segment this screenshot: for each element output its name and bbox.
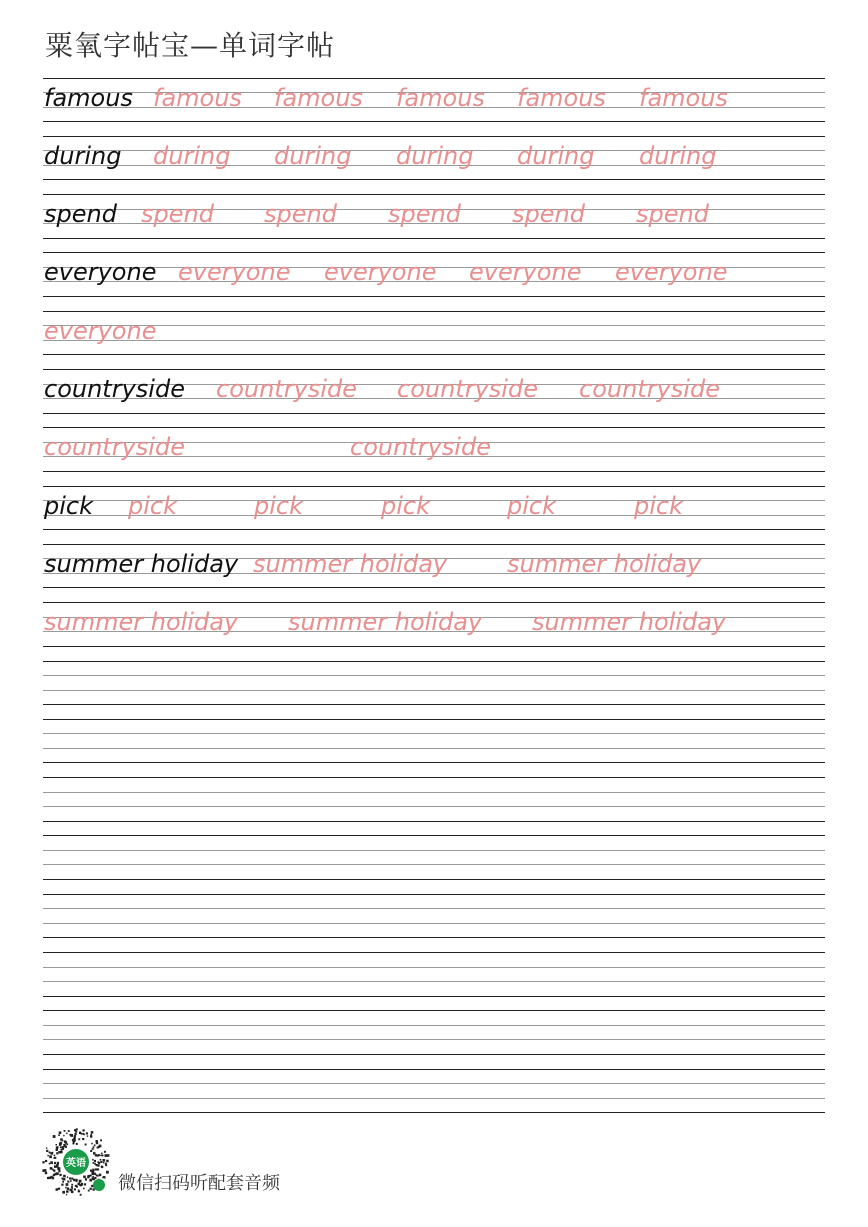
qr-module — [84, 1183, 86, 1185]
qr-module — [62, 1191, 65, 1194]
qr-module — [63, 1135, 64, 1136]
qr-module — [83, 1176, 86, 1179]
qr-module — [60, 1138, 63, 1141]
qr-module — [89, 1179, 92, 1182]
trace-word: countryside — [579, 375, 720, 403]
qr-module — [79, 1180, 82, 1183]
qr-module — [86, 1132, 88, 1134]
qr-module — [106, 1171, 109, 1174]
qr-module — [57, 1146, 59, 1148]
qr-module — [90, 1175, 92, 1177]
qr-code-icon — [41, 1127, 111, 1197]
qr-module — [75, 1185, 77, 1187]
qr-module — [67, 1177, 69, 1179]
qr-module — [74, 1135, 76, 1137]
writing-guide-line — [43, 354, 825, 355]
model-word: pick — [44, 492, 93, 520]
trace-word: summer holiday — [253, 550, 448, 578]
writing-guide-line — [43, 806, 825, 807]
qr-module — [104, 1151, 106, 1153]
trace-word: during — [153, 142, 231, 170]
qr-module — [71, 1186, 73, 1188]
qr-module — [49, 1163, 51, 1165]
writing-guide-line — [43, 762, 825, 763]
qr-module — [87, 1175, 90, 1178]
qr-module — [75, 1133, 77, 1135]
trace-word: countryside — [397, 375, 538, 403]
qr-module — [74, 1129, 76, 1131]
writing-guide-line — [43, 923, 825, 924]
qr-module — [94, 1145, 96, 1147]
qr-module — [47, 1155, 49, 1157]
writing-guide-line — [43, 311, 825, 312]
trace-word: spend — [388, 200, 461, 228]
qr-module — [101, 1153, 103, 1155]
qr-corner-dot — [93, 1179, 105, 1191]
qr-module — [49, 1177, 52, 1180]
qr-module — [105, 1164, 107, 1166]
qr-module — [101, 1166, 103, 1168]
qr-module — [99, 1145, 101, 1147]
trace-word: spend — [636, 200, 709, 228]
qr-module — [70, 1180, 72, 1182]
writing-guide-line — [43, 1083, 825, 1084]
qr-module — [95, 1177, 97, 1179]
qr-module — [60, 1146, 62, 1148]
qr-module — [54, 1162, 56, 1164]
qr-module — [92, 1173, 95, 1176]
qr-module — [54, 1157, 56, 1159]
trace-word: during — [639, 142, 717, 170]
trace-word: everyone — [324, 258, 437, 286]
writing-guide-line — [43, 340, 825, 341]
writing-guide-line — [43, 427, 825, 428]
writing-guide-line — [43, 1010, 825, 1011]
writing-guide-line — [43, 1039, 825, 1040]
qr-module — [54, 1165, 57, 1168]
qr-module — [98, 1164, 100, 1166]
qr-module — [53, 1135, 55, 1137]
qr-module — [82, 1138, 84, 1140]
trace-word: famous — [639, 84, 728, 112]
trace-word: spend — [264, 200, 337, 228]
writing-guide-line — [43, 967, 825, 968]
qr-module — [79, 1132, 81, 1134]
qr-module — [58, 1170, 60, 1172]
qr-module — [56, 1144, 58, 1146]
trace-word: summer holiday — [44, 608, 239, 636]
writing-guide-line — [43, 661, 825, 662]
qr-module — [91, 1143, 93, 1145]
writing-guide-line — [43, 238, 825, 239]
qr-module — [59, 1142, 62, 1145]
trace-word: countryside — [350, 433, 491, 461]
trace-word: pick — [254, 492, 303, 520]
writing-guide-line — [43, 1069, 825, 1070]
trace-word: everyone — [178, 258, 291, 286]
qr-module — [83, 1188, 85, 1190]
model-word: famous — [44, 84, 133, 112]
writing-guide-line — [43, 296, 825, 297]
qr-module — [67, 1181, 69, 1183]
qr-module — [62, 1146, 65, 1149]
qr-module — [87, 1135, 88, 1136]
writing-guide-line — [43, 908, 825, 909]
qr-module — [50, 1167, 53, 1170]
writing-guide-line — [43, 602, 825, 603]
qr-module — [93, 1146, 95, 1148]
qr-module — [93, 1152, 96, 1155]
qr-module — [100, 1155, 101, 1156]
writing-guide-line — [43, 587, 825, 588]
writing-guide-line — [43, 996, 825, 997]
qr-module — [70, 1134, 73, 1137]
writing-guide-line — [43, 1054, 825, 1055]
qr-module — [97, 1168, 99, 1170]
trace-word: countryside — [44, 433, 185, 461]
writing-guide-line — [43, 1112, 825, 1113]
qr-module — [78, 1183, 80, 1185]
writing-guide-line — [43, 646, 825, 647]
writing-guide-line — [43, 981, 825, 982]
trace-word: spend — [512, 200, 585, 228]
qr-module — [88, 1190, 90, 1192]
qr-module — [45, 1169, 47, 1171]
trace-word: famous — [517, 84, 606, 112]
qr-module — [81, 1183, 83, 1185]
qr-module — [95, 1168, 97, 1170]
qr-module — [57, 1164, 59, 1166]
qr-module — [92, 1159, 94, 1161]
qr-module — [56, 1149, 58, 1151]
qr-module — [66, 1133, 68, 1135]
qr-module — [91, 1131, 94, 1134]
qr-module — [78, 1138, 80, 1140]
trace-word: during — [396, 142, 474, 170]
qr-module — [90, 1135, 92, 1137]
qr-module — [76, 1143, 78, 1145]
qr-module — [73, 1142, 75, 1144]
qr-module — [80, 1194, 82, 1196]
writing-guide-line — [43, 486, 825, 487]
qr-module — [92, 1169, 94, 1171]
writing-guide-line — [43, 835, 825, 836]
writing-guide-line — [43, 1098, 825, 1099]
qr-module — [71, 1184, 73, 1186]
qr-module — [59, 1131, 62, 1134]
trace-word: pick — [128, 492, 177, 520]
qr-module — [100, 1159, 102, 1161]
qr-module — [49, 1155, 52, 1158]
qr-module — [56, 1188, 59, 1191]
writing-guide-line — [43, 325, 825, 326]
qr-module — [45, 1160, 47, 1162]
qr-module — [73, 1179, 76, 1182]
writing-guide-line — [43, 471, 825, 472]
qr-module — [83, 1134, 85, 1136]
writing-guide-line — [43, 879, 825, 880]
qr-module — [59, 1174, 61, 1176]
qr-module — [72, 1188, 73, 1189]
trace-word: everyone — [469, 258, 582, 286]
qr-module — [102, 1177, 104, 1179]
qr-module — [62, 1181, 64, 1183]
writing-guide-line — [43, 748, 825, 749]
qr-badge-label: 英语 — [66, 1158, 86, 1169]
writing-guide-line — [43, 529, 825, 530]
qr-module — [98, 1154, 100, 1156]
audio-scan-caption: 微信扫码听配套音频 — [118, 1173, 280, 1194]
qr-module — [53, 1170, 55, 1172]
qr-module — [85, 1179, 87, 1181]
trace-word: summer holiday — [532, 608, 727, 636]
qr-module — [85, 1144, 87, 1146]
writing-guide-line — [43, 413, 825, 414]
qr-module — [46, 1147, 47, 1148]
qr-module — [61, 1184, 63, 1186]
writing-guide-line — [43, 952, 825, 953]
qr-module — [56, 1152, 58, 1154]
writing-guide-line — [43, 864, 825, 865]
qr-module — [60, 1151, 63, 1154]
trace-word: summer holiday — [507, 550, 702, 578]
qr-module — [63, 1144, 66, 1147]
qr-module — [78, 1191, 80, 1193]
qr-module — [69, 1177, 71, 1179]
qr-module — [102, 1155, 104, 1157]
qr-module — [83, 1129, 85, 1131]
model-word: countryside — [44, 375, 185, 403]
qr-module — [55, 1173, 58, 1176]
model-word: summer holiday — [44, 550, 239, 578]
writing-guide-line — [43, 179, 825, 180]
qr-module — [65, 1187, 67, 1189]
qr-module — [96, 1140, 98, 1142]
trace-word: famous — [153, 84, 242, 112]
qr-module — [106, 1160, 109, 1163]
model-word: everyone — [44, 258, 157, 286]
writing-guide-line — [43, 1025, 825, 1026]
qr-module — [90, 1188, 92, 1190]
qr-module — [103, 1160, 105, 1162]
writing-guide-line — [43, 894, 825, 895]
qr-module — [64, 1130, 66, 1132]
qr-module — [65, 1141, 68, 1144]
qr-module — [74, 1188, 76, 1190]
writing-guide-line — [43, 369, 825, 370]
qr-module — [97, 1161, 99, 1163]
trace-word: famous — [396, 84, 485, 112]
trace-word: pick — [381, 492, 430, 520]
trace-word: famous — [274, 84, 363, 112]
trace-word: everyone — [44, 317, 157, 345]
qr-module — [105, 1154, 108, 1157]
qr-module — [52, 1177, 55, 1180]
qr-module — [62, 1179, 64, 1181]
trace-word: pick — [634, 492, 683, 520]
writing-guide-line — [43, 719, 825, 720]
qr-module — [70, 1189, 73, 1192]
qr-module — [76, 1180, 78, 1182]
writing-guide-line — [43, 78, 825, 79]
qr-module — [92, 1176, 94, 1178]
model-word: during — [44, 142, 122, 170]
qr-module — [45, 1172, 47, 1174]
qr-module — [68, 1130, 70, 1132]
qr-module — [58, 1188, 60, 1190]
writing-guide-line — [43, 252, 825, 253]
qr-module — [99, 1174, 102, 1177]
writing-guide-line — [43, 704, 825, 705]
qr-module — [97, 1175, 99, 1177]
qr-module — [66, 1194, 67, 1195]
qr-module — [104, 1177, 106, 1179]
qr-module — [100, 1139, 102, 1141]
trace-word: summer holiday — [288, 608, 483, 636]
writing-guide-line — [43, 777, 825, 778]
writing-guide-line — [43, 136, 825, 137]
page-title: 粟氧字帖宝—单词字帖 — [45, 29, 336, 62]
qr-module — [54, 1155, 56, 1157]
writing-guide-line — [43, 194, 825, 195]
qr-module — [42, 1161, 44, 1163]
trace-word: spend — [141, 200, 214, 228]
trace-word: during — [517, 142, 595, 170]
qr-module — [49, 1152, 51, 1154]
qr-module — [63, 1175, 66, 1178]
qr-module — [100, 1161, 102, 1163]
qr-module — [93, 1162, 95, 1164]
writing-guide-line — [43, 544, 825, 545]
qr-module — [58, 1167, 61, 1170]
qr-module — [66, 1190, 69, 1193]
qr-module — [67, 1188, 69, 1190]
qr-module — [90, 1134, 92, 1136]
qr-module — [94, 1160, 96, 1162]
qr-module — [103, 1162, 105, 1164]
writing-guide-line — [43, 937, 825, 938]
qr-module — [61, 1149, 63, 1151]
writing-guide-line — [43, 675, 825, 676]
qr-module — [50, 1161, 52, 1163]
qr-code-graphic — [41, 1127, 111, 1197]
qr-module — [66, 1183, 69, 1186]
trace-word: countryside — [216, 375, 357, 403]
writing-guide-line — [43, 733, 825, 734]
trace-word: during — [274, 142, 352, 170]
qr-module — [58, 1134, 60, 1136]
model-word: spend — [44, 200, 117, 228]
writing-guide-line — [43, 690, 825, 691]
writing-guide-line — [43, 850, 825, 851]
qr-module — [51, 1152, 54, 1155]
qr-module — [92, 1148, 94, 1150]
trace-word: everyone — [615, 258, 728, 286]
qr-module — [90, 1150, 92, 1152]
qr-module — [72, 1139, 75, 1142]
trace-word: pick — [507, 492, 556, 520]
writing-guide-line — [43, 821, 825, 822]
qr-module — [46, 1150, 48, 1152]
writing-guide-line — [43, 792, 825, 793]
qr-module — [94, 1163, 96, 1165]
writing-guide-line — [43, 121, 825, 122]
